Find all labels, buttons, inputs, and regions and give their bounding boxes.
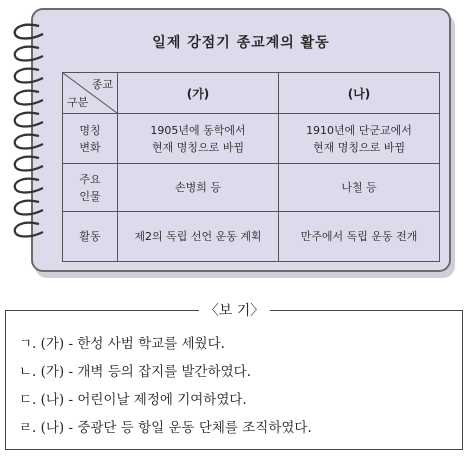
list-item: ㄷ. (나) - 어린이날 제정에 기여하였다. bbox=[19, 392, 247, 408]
table-cell: 나철 등 bbox=[279, 164, 440, 212]
corner-bottom-label: 구분 bbox=[67, 96, 89, 109]
column-header-ga: (가) bbox=[118, 73, 279, 114]
list-item: ㄹ. (나) - 중광단 등 항일 운동 단체를 조직하였다. bbox=[19, 420, 312, 436]
table-row bbox=[63, 212, 440, 262]
notebook-title: 일제 강점기 종교계의 활동 bbox=[152, 35, 330, 51]
notebook-card bbox=[9, 6, 457, 280]
table-cell: 제2의 독립 선언 운동 계획 bbox=[118, 212, 279, 262]
list-item: ㄱ. (가) - 한성 사범 학교를 세웠다. bbox=[19, 336, 225, 352]
table-row bbox=[63, 164, 440, 212]
row-header: 활동 bbox=[63, 212, 118, 262]
table-cell: 손병희 등 bbox=[118, 164, 279, 212]
row-header: 주요 인물 bbox=[63, 164, 118, 212]
table-cell: 1905년에 동학에서 현재 명칭으로 바뀜 bbox=[118, 114, 279, 164]
table-cell: 1910년에 단군교에서 현재 명칭으로 바뀜 bbox=[279, 114, 440, 164]
row-header: 명칭 변화 bbox=[63, 114, 118, 164]
column-header-na: (나) bbox=[279, 73, 440, 114]
bogi-title: 〈보 기〉 bbox=[199, 303, 271, 319]
bogi-list bbox=[19, 330, 312, 442]
list-item: ㄴ. (가) - 개벽 등의 잡지를 발간하였다. bbox=[19, 364, 251, 380]
table-cell: 만주에서 독립 운동 전개 bbox=[279, 212, 440, 262]
corner-top-label: 종교 bbox=[91, 78, 113, 91]
bogi-title-wrap bbox=[0, 300, 469, 320]
spiral-binding-icon bbox=[9, 20, 49, 260]
corner-cell bbox=[63, 73, 118, 114]
table-row bbox=[63, 114, 440, 164]
religion-table bbox=[62, 72, 440, 262]
